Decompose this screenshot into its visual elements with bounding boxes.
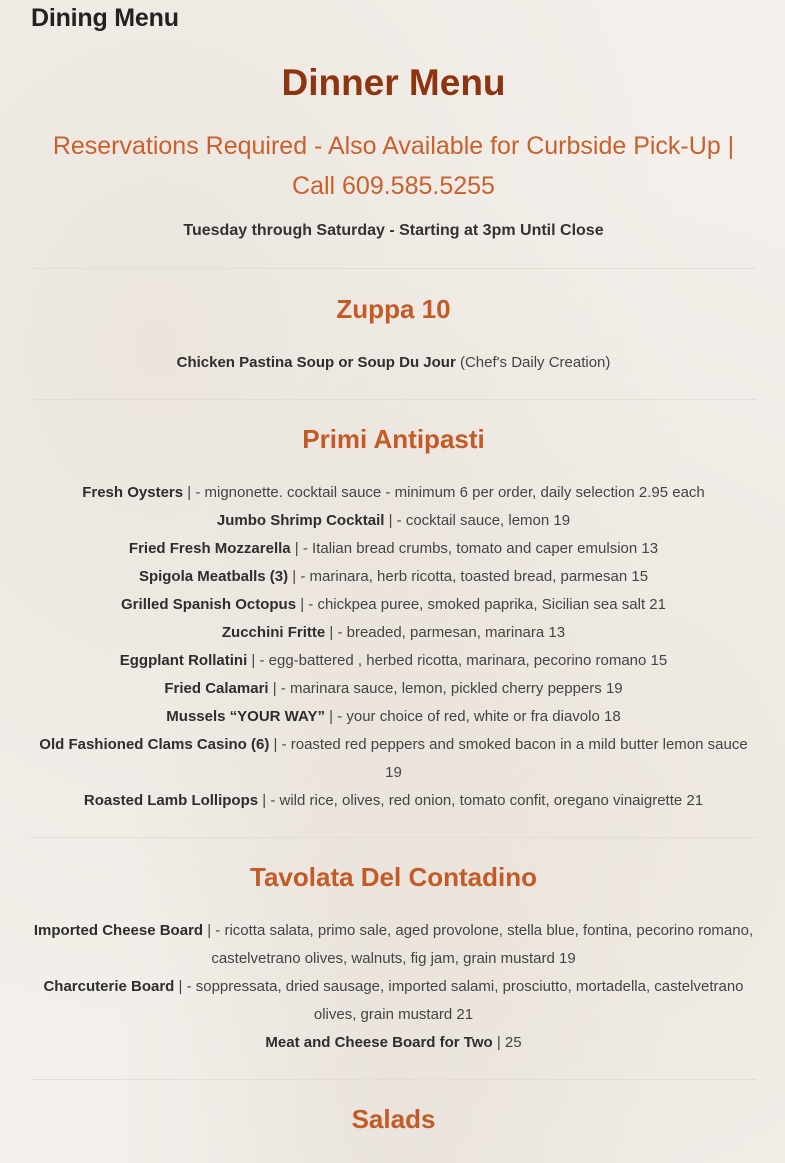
menu-item [31, 591, 756, 619]
item-desc: | - ricotta salata, primo sale, aged provolone, stella blue, fontina, pecorino romano, castelvetrano olives, walnuts, fig jam, grain mustard 19 [203, 922, 754, 967]
item-name: Roasted Lamb Lollipops [83, 792, 259, 809]
section-items-primi-antipasti [31, 479, 756, 815]
menu-item [31, 563, 756, 591]
menu-item [31, 731, 756, 787]
menu-item [31, 619, 756, 647]
item-name: Fried Fresh Mozzarella [128, 540, 291, 557]
item-name: Chicken Pastina Soup or Soup Du Jour [176, 354, 456, 371]
item-desc: | - egg-battered , herbed ricotta, marinara, pecorino romano 15 [247, 652, 668, 669]
item-name: Zucchini Fritte [221, 624, 326, 641]
item-name: Mussels “YOUR WAY” [166, 708, 325, 725]
item-desc: | - mignonette. cocktail sauce - minimum 6 per order, daily selection 2.95 each [183, 484, 705, 501]
section-title-zuppa: Zuppa 10 [336, 294, 451, 324]
item-name: Imported Cheese Board [33, 922, 204, 939]
item-name: Eggplant Rollatini [119, 652, 248, 669]
item-name: Charcuterie Board [43, 978, 175, 995]
item-desc: | - wild rice, olives, red onion, tomato confit, oregano vinaigrette 21 [258, 792, 704, 809]
menu-item [31, 507, 756, 535]
item-name: Spigola Meatballs (3) [138, 568, 289, 585]
item-name: Grilled Spanish Octopus [121, 596, 297, 613]
menu-item [31, 675, 756, 703]
divider [31, 399, 756, 400]
item-desc: | - marinara sauce, lemon, pickled cherry peppers 19 [268, 680, 623, 697]
item-desc: | - breaded, parmesan, marinara 13 [325, 624, 566, 641]
reservations-notice: Reservations Required - Also Available for Curbside Pick-Up | Call 609.585.5255 [52, 132, 735, 200]
item-desc: | - Italian bread crumbs, tomato and caper emulsion 13 [290, 540, 659, 557]
item-name: Jumbo Shrimp Cocktail [216, 512, 385, 529]
site-title: Dining Menu [31, 4, 179, 32]
item-desc: | - roasted red peppers and smoked bacon in a mild butter lemon sauce 19 [269, 736, 748, 781]
item-desc: | - chickpea puree, smoked paprika, Sicilian sea salt 21 [296, 596, 666, 613]
item-desc: | - soppressata, dried sausage, imported salami, prosciutto, mortadella, castelvetrano olives, grain mustard 21 [174, 978, 744, 1023]
menu-item [31, 647, 756, 675]
divider [31, 1079, 756, 1080]
section-title-tavolata: Tavolata Del Contadino [250, 862, 537, 892]
item-desc: | 25 [492, 1034, 522, 1051]
item-desc: | - your choice of red, white or fra diavolo 18 [324, 708, 621, 725]
menu-item [31, 973, 756, 1029]
menu-title: Dinner Menu [281, 62, 506, 103]
section-title-salads: Salads [351, 1104, 436, 1134]
item-desc: (Chef's Daily Creation) [455, 354, 611, 371]
menu-item [31, 917, 756, 973]
menu-item [31, 349, 756, 377]
item-desc: | - cocktail sauce, lemon 19 [384, 512, 571, 529]
item-name: Meat and Cheese Board for Two [265, 1034, 493, 1051]
section-items-zuppa [31, 349, 756, 377]
item-name: Old Fashioned Clams Casino (6) [39, 736, 270, 753]
item-name: Fried Calamari [164, 680, 269, 697]
section-items-tavolata [31, 917, 756, 1057]
menu-item [31, 535, 756, 563]
item-name: Fresh Oysters [82, 484, 184, 501]
menu-item [31, 703, 756, 731]
hours-text: Tuesday through Saturday - Starting at 3pm Until Close [183, 222, 604, 239]
menu-item [31, 479, 756, 507]
section-title-primi-antipasti: Primi Antipasti [302, 424, 485, 454]
divider [31, 837, 756, 838]
divider [31, 268, 756, 269]
item-desc: | - marinara, herb ricotta, toasted bread, parmesan 15 [288, 568, 649, 585]
menu-item [31, 1029, 756, 1057]
menu-item [31, 787, 756, 815]
